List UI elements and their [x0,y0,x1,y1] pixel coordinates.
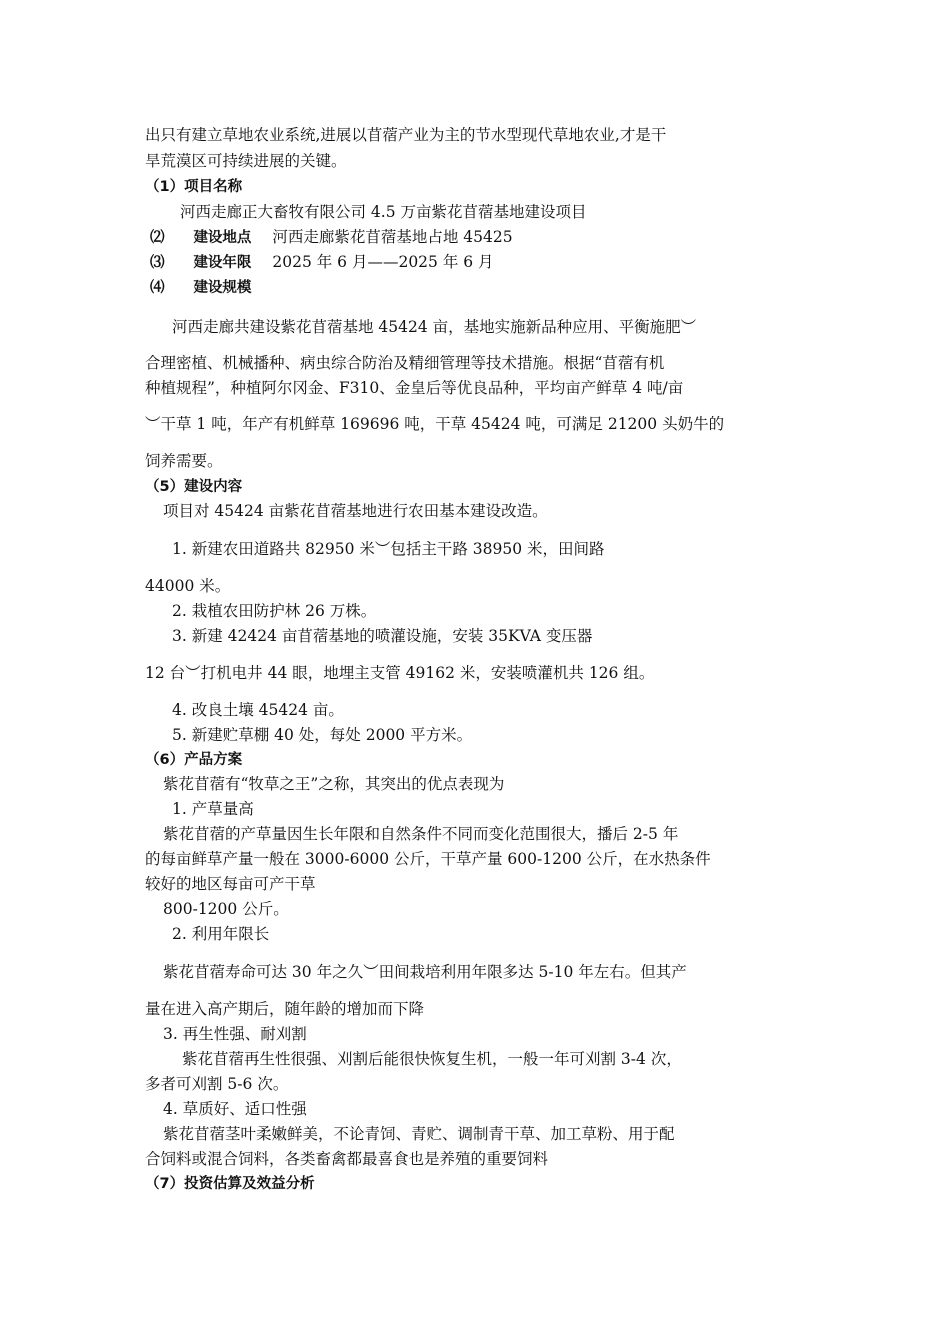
location-number: ⑵ [150,230,165,246]
project-name-text: 河西走廊正大畜牧有限公司 4.5 万亩紫花苜蓿基地建设项目 [180,203,587,221]
product-s1-line-1: 紫花苜蓿的产草量因生长年限和自然条件不同而变化范围很大，播后 2-5 年 [163,825,679,843]
scale-paragraph-line-5: 饲养需要。 [145,452,223,470]
product-subheading-3: 3. 再生性强、耐刈割 [163,1025,307,1043]
scale-paragraph-line-3: 种植规程”，种植阿尔冈金、F310、金皇后等优良品种，平均亩产鲜草 4 吨/亩 [145,379,684,397]
content-item-2: 2. 栽植农田防护林 26 万株。 [172,602,377,620]
section-heading-investment: （7）投资估算及效益分析 [145,1176,315,1192]
product-s1-line-4: 800-1200 公斤。 [163,900,289,918]
scale-paragraph-line-4: ︶干草 1 吨，年产有机鲜草 169696 吨，干草 45424 吨，可满足 21200 头奶牛的 [145,415,725,433]
product-s2-line-1: 紫花苜蓿寿命可达 30 年之久︶田间栽培利用年限多达 5-10 年左右。但其产 [163,963,687,981]
period-number: ⑶ [150,255,165,271]
section-heading-content: （5）建设内容 [145,479,243,495]
section-heading-project-name: （1）项目名称 [145,179,243,195]
intro-line-1: 出只有建立草地农业系统,进展以苜蓿产业为主的节水型现代草地农业,才是干 [145,126,667,144]
scale-row [150,276,251,299]
scale-label: 建设规模 [193,280,252,296]
period-text: 2025 年 6 月——2025 年 6 月 [272,253,494,271]
product-s4-line-2: 合饲料或混合饲料，各类畜禽都最喜食也是养殖的重要饲料 [145,1150,549,1168]
content-item-1-line-2: 44000 米。 [145,577,231,595]
content-intro: 项目对 45424 亩紫花苜蓿基地进行农田基本建设改造。 [163,502,548,520]
section-heading-product: （6）产品方案 [145,752,243,768]
period-label: 建设年限 [193,255,252,271]
intro-line-2: 旱荒漠区可持续进展的关键。 [145,152,347,170]
scale-paragraph-line-2: 合理密植、机械播种、病虫综合防治及精细管理等技术措施。根据“苜蓿有机 [145,354,665,372]
product-subheading-1: 1. 产草量高 [172,800,254,818]
scale-paragraph-line-1: 河西走廊共建设紫花苜蓿基地 45424 亩，基地实施新品种应用、平衡施肥︶ [172,318,697,336]
product-subheading-2: 2. 利用年限长 [172,925,270,943]
content-item-1-line-1: 1. 新建农田道路共 82950 米︶包括主干路 38950 米，田间路 [172,540,605,558]
location-label: 建设地点 [193,230,252,246]
location-row [150,226,513,249]
content-item-4: 4. 改良土壤 45424 亩。 [172,701,344,719]
product-s3-line-2: 多者可刈割 5-6 次。 [145,1075,289,1093]
product-s1-line-2: 的每亩鲜草产量一般在 3000-6000 公斤，干草产量 600-1200 公斤，在水热条件 [145,850,711,868]
content-item-3-line-2: 12 台︶打机电井 44 眼，地埋主支管 49162 米，安装喷灌机共 126 组。 [145,664,655,682]
scale-number: ⑷ [150,280,165,296]
product-s2-line-2: 量在进入高产期后，随年龄的增加而下降 [145,1000,425,1018]
product-s3-line-1: 紫花苜蓿再生性很强、刈割后能很快恢复生机，一般一年可刈割 3-4 次， [182,1050,682,1068]
product-subheading-4: 4. 草质好、适口性强 [163,1100,307,1118]
location-text: 河西走廊紫花苜蓿基地占地 45425 [272,228,513,246]
period-row [150,251,494,274]
product-s4-line-1: 紫花苜蓿茎叶柔嫩鲜美，不论青饲、青贮、调制青干草、加工草粉、用于配 [163,1125,675,1143]
content-item-3-line-1: 3. 新建 42424 亩苜蓿基地的喷灌设施，安装 35KVA 变压器 [172,627,593,645]
product-s1-line-3: 较好的地区每亩可产干草 [145,875,316,893]
content-item-5: 5. 新建贮草棚 40 处，每处 2000 平方米。 [172,726,473,744]
product-intro: 紫花苜蓿有“牧草之王”之称，其突出的优点表现为 [163,775,505,793]
